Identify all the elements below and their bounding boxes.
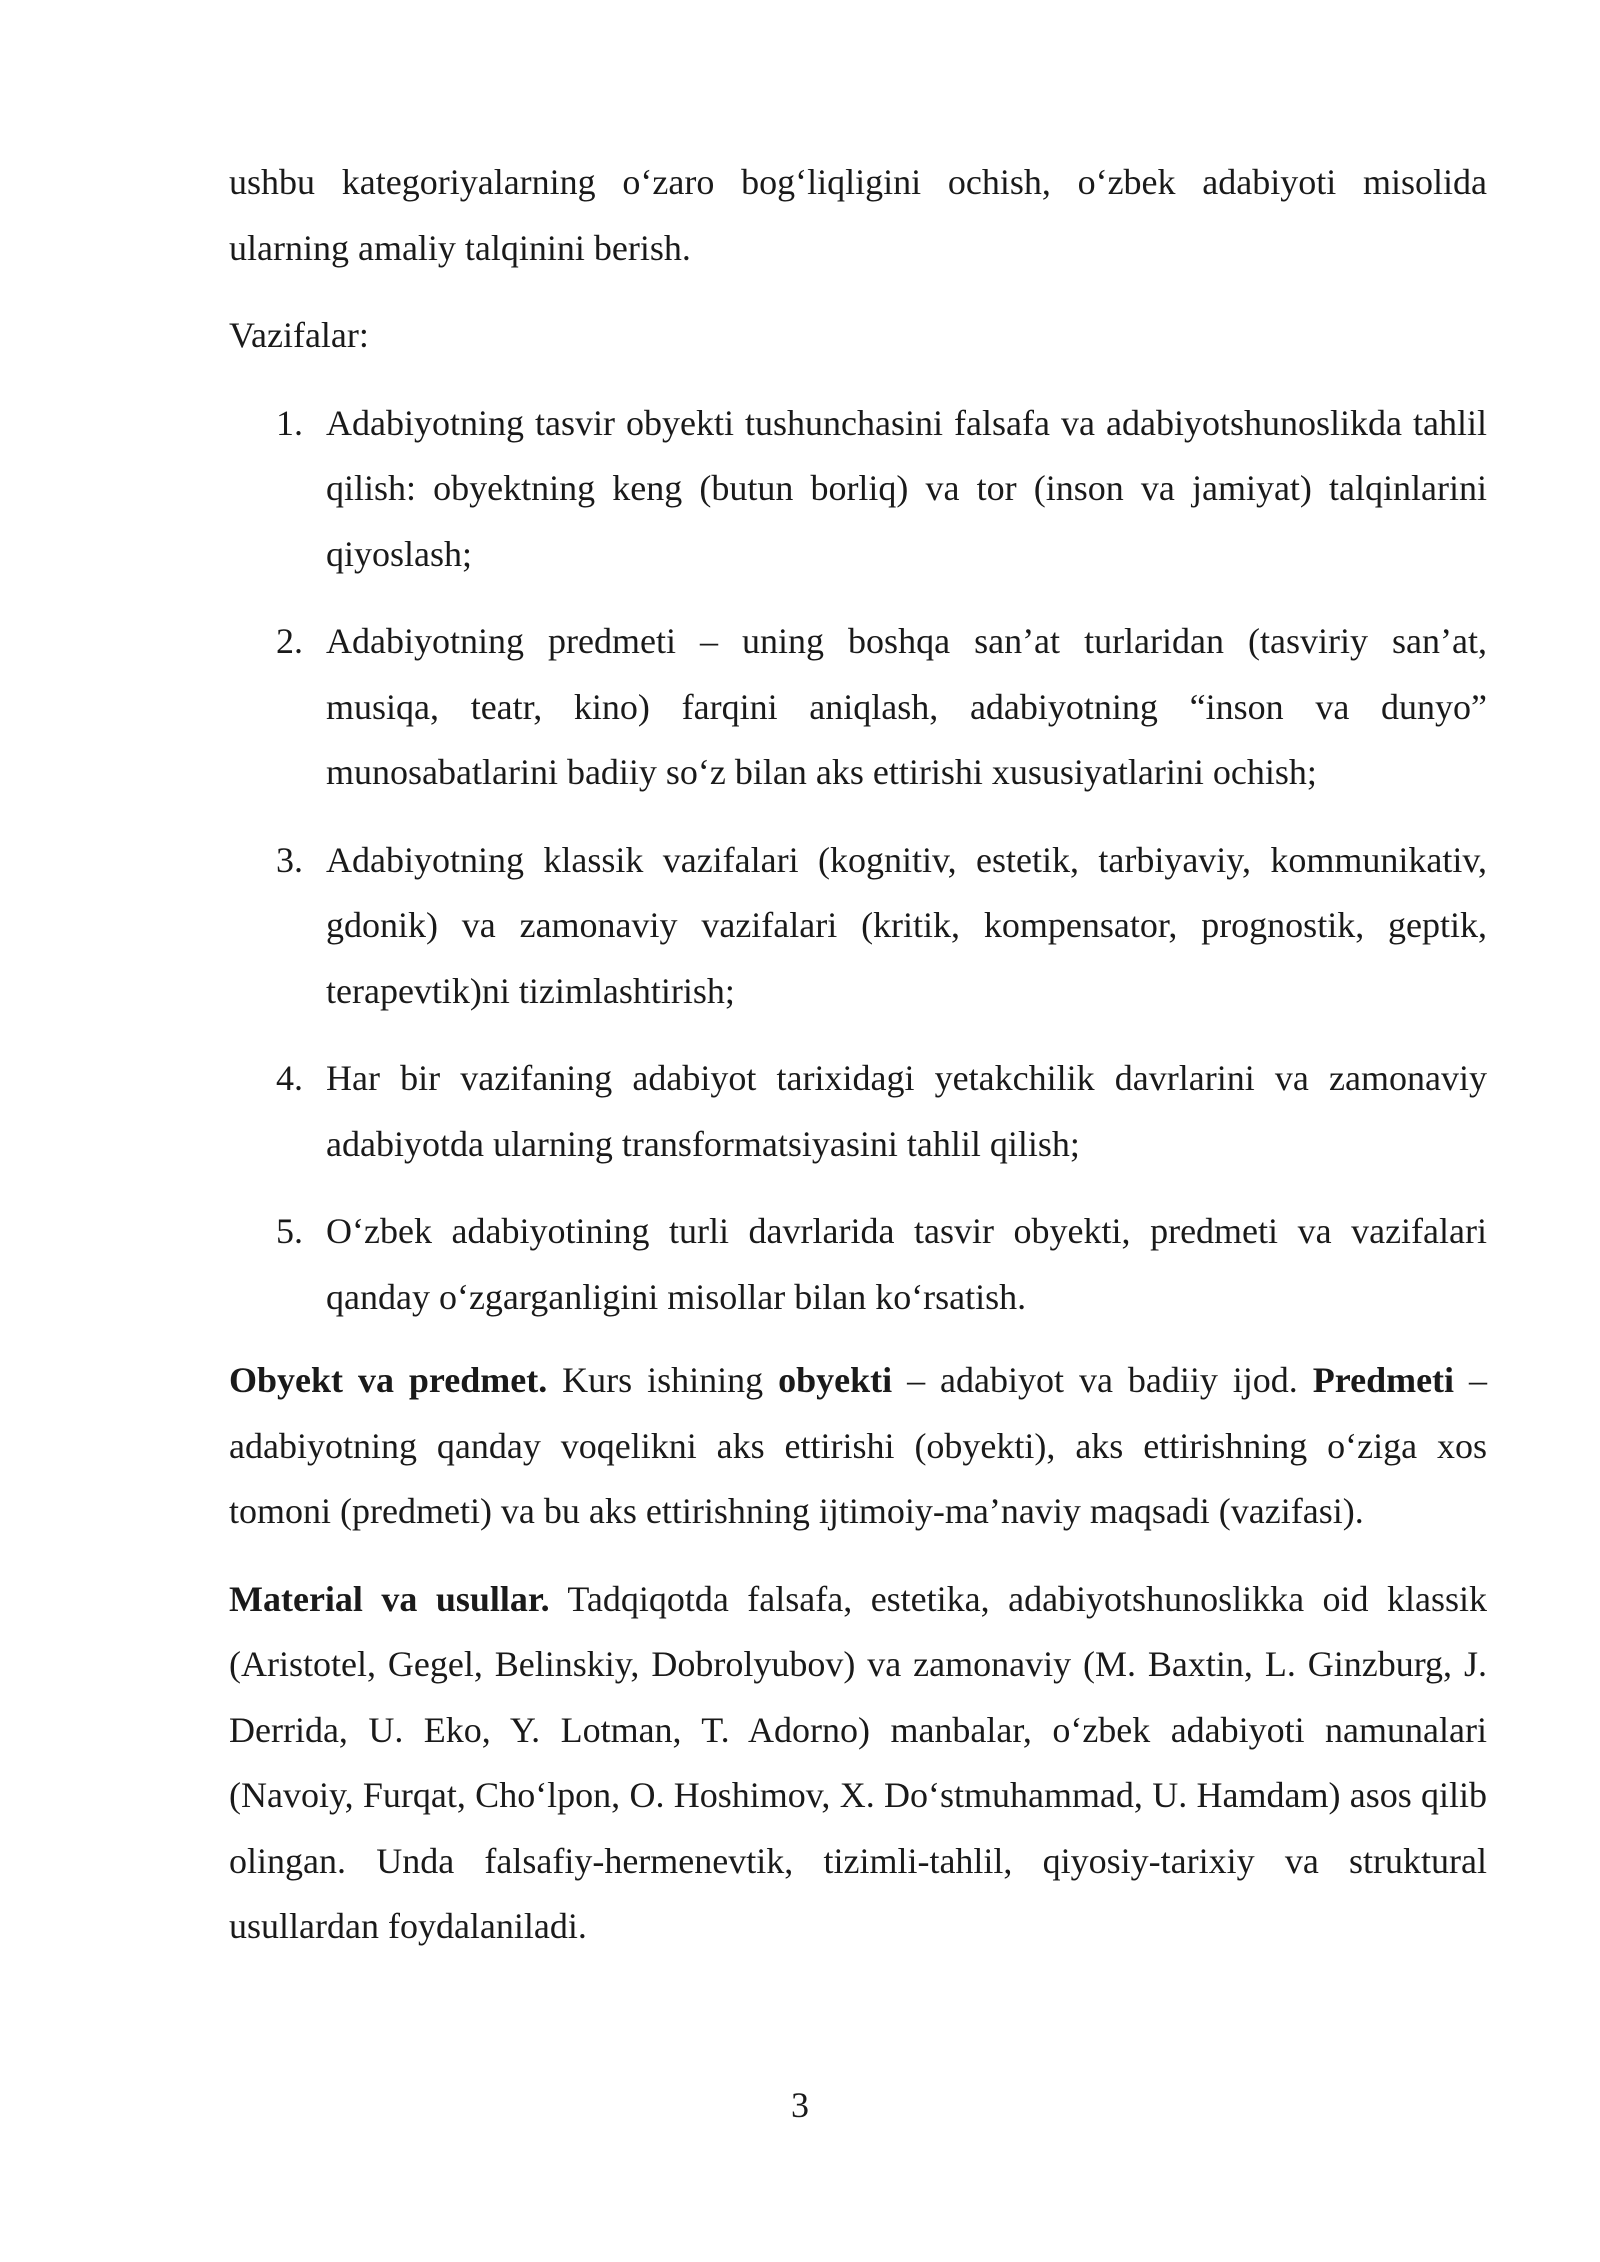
list-item-text: O‘zbek adabiyotining turli davrlarida tasvir obyekti, predmeti va vazifalari qanday o‘zgarganligini misollar bilan ko‘rsatish. (326, 1211, 1487, 1317)
materials-methods-paragraph (229, 1567, 1487, 1960)
list-item-number: 1. (276, 402, 303, 443)
object-subject-heading: Obyekt va predmet. (229, 1360, 548, 1400)
list-item (229, 609, 1487, 806)
list-item-text: Adabiyotning predmeti – uning boshqa san’at turlaridan (tasviriy san’at, musiqa, teatr, kino) farqini aniqlash, adabiyotning “inson va dunyo” munosabatlarini badiiy so‘z bilan aks ettirishi xususiyatlarini ochish; (326, 621, 1487, 792)
object-text-2: – adabiyot va badiiy ijod. (892, 1360, 1313, 1400)
subject-term: Predmeti (1312, 1360, 1455, 1400)
list-item (229, 391, 1487, 588)
materials-methods-heading: Material va usullar. (229, 1578, 550, 1619)
list-item-number: 3. (276, 839, 303, 880)
list-item-number: 4. (276, 1058, 303, 1098)
materials-methods-text: Tadqiqotda falsafa, estetika, adabiyotshunoslikka oid klassik (Aristotel, Gegel, Belinskiy, Dobrolyubov) va zamonaviy (M. Baxtin, L. Ginzburg, J. Derrida, U. Eko, Y. Lotman, T. Adorno) manbalar, o‘zbek adabiyoti namunalari (Navoiy, Furqat, Cho‘lpon, O. Hoshimov, X. Do‘stmuhammad, U. Hamdam) asos qilib olingan. Unda falsafiy-hermenevtik, tizimli-tahlil, qiyosiy-tarixiy va struktural usullardan foydalaniladi. (229, 1578, 1487, 1946)
list-item (229, 1199, 1487, 1330)
object-term: obyekti (778, 1360, 893, 1400)
list-item-text: Adabiyotning klassik vazifalari (kognitiv, estetik, tarbiyaviy, kommunikativ, gdonik) va zamonaviy vazifalari (kritik, kompensator, prognostik, geptik, terapevtik)ni tizimlashtirish; (326, 839, 1487, 1011)
list-item (229, 828, 1487, 1025)
list-item-text: Adabiyotning tasvir obyekti tushunchasini falsafa va adabiyotshunoslikda tahlil qilish: obyektning keng (butun borliq) va tor (inson va jamiyat) talqinlarini qiyoslash; (326, 402, 1487, 574)
object-text-3: – adabiyotning qanday voqelikni aks ettirishi (obyekti), aks ettirishning o‘ziga xos tomoni (predmeti) va bu aks ettirishning ijtimoiy-ma’naviy maqsadi (vazifasi). (229, 1360, 1487, 1531)
list-item-text: Har bir vazifaning adabiyot tarixidagi yetakchilik davrlarini va zamonaviy adabiyotda ularning transformatsiyasini tahlil qilish; (326, 1058, 1487, 1164)
tasks-label: Vazifalar: (229, 315, 369, 355)
document-page (229, 150, 1487, 1960)
list-item-number: 2. (276, 621, 303, 661)
intro-paragraph: ushbu kategoriyalarning o‘zaro bog‘liqligini ochish, o‘zbek adabiyoti misolida ularning amaliy talqinini berish. (229, 162, 1487, 268)
object-subject-paragraph (229, 1348, 1487, 1545)
list-item-number: 5. (276, 1211, 303, 1251)
object-text-1: Kurs ishining (547, 1360, 779, 1400)
list-item (229, 1046, 1487, 1177)
tasks-list (229, 391, 1487, 1331)
page-number: 3 (791, 2085, 809, 2125)
